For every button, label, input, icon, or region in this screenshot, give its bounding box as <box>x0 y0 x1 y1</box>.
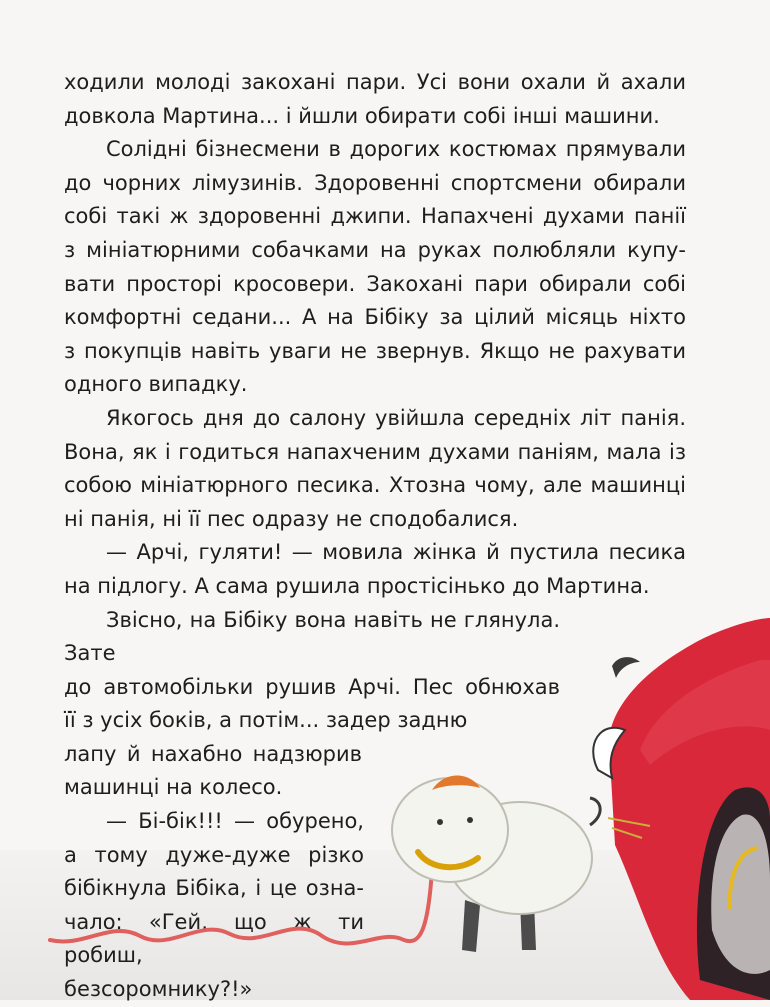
text-line: на підлогу. А сама рушила простісінько до Мартина. <box>64 573 650 598</box>
text-line: її з усіх боків, а потім... задер задню <box>64 708 468 733</box>
text-line: Звісно, на Бібіку вона навіть не глянула. Зате <box>64 607 560 666</box>
text-line: собою мініатюрного песика. Хтозна чому, але машинці <box>64 473 686 498</box>
text-line: до чорних лімузинів. Здоровенні спортсмени обирали <box>64 170 686 195</box>
text-line: а тому дуже-дуже різко <box>64 842 364 867</box>
red-car-illustration <box>593 618 770 1000</box>
text-line: собі такі ж здоровенні джипи. Напахчені духами панії <box>64 204 686 229</box>
text-line: довкола Мартина... і йшли обирати собі інші машини. <box>64 103 660 128</box>
leash <box>50 870 432 943</box>
text-line: чало: «Гей, що ж ти робиш, <box>64 909 364 968</box>
text-line: Вона, як і годиться напахченим духами паніям, мала із <box>64 439 686 464</box>
illustration <box>0 600 770 1000</box>
text-line: Солідні бізнесмени в дорогих костюмах прямували <box>106 137 686 162</box>
text-line: бібікнула Бібіка, і це озна- <box>64 876 364 901</box>
text-line: — Арчі, гуляти! — мовила жінка й пустила песика <box>106 540 686 565</box>
text-line: ходили молоді закохані пари. Усі вони охали й ахали <box>64 70 686 94</box>
text-line: до автомобільки рушив Арчі. Пес обнюхав <box>64 674 560 699</box>
text-line: лапу й нахабно надзюрив <box>64 741 362 766</box>
text-line: — Бі-бік!!! — обурено, <box>106 809 364 834</box>
text-line: з мініатюрними собачками на руках полюбляли купу- <box>64 237 686 262</box>
text-line: ні панія, ні її пес одразу не сподобалися. <box>64 506 519 531</box>
text-line: Якогось дня до салону увійшла середніх літ панія. <box>106 405 686 430</box>
text-line: з покупців навіть уваги не звернув. Якщо не рахувати <box>64 338 686 363</box>
text-line: вати просторі кросовери. Закохані пари обирали собі <box>64 271 686 296</box>
text-line: одного випадку. <box>64 372 248 397</box>
text-line: машинці на колесо. <box>64 775 283 800</box>
text-line: комфортні седани... А на Бібіку за цілий місяць ніхто <box>64 305 686 330</box>
text-line: безсоромнику?!» <box>64 977 253 1002</box>
